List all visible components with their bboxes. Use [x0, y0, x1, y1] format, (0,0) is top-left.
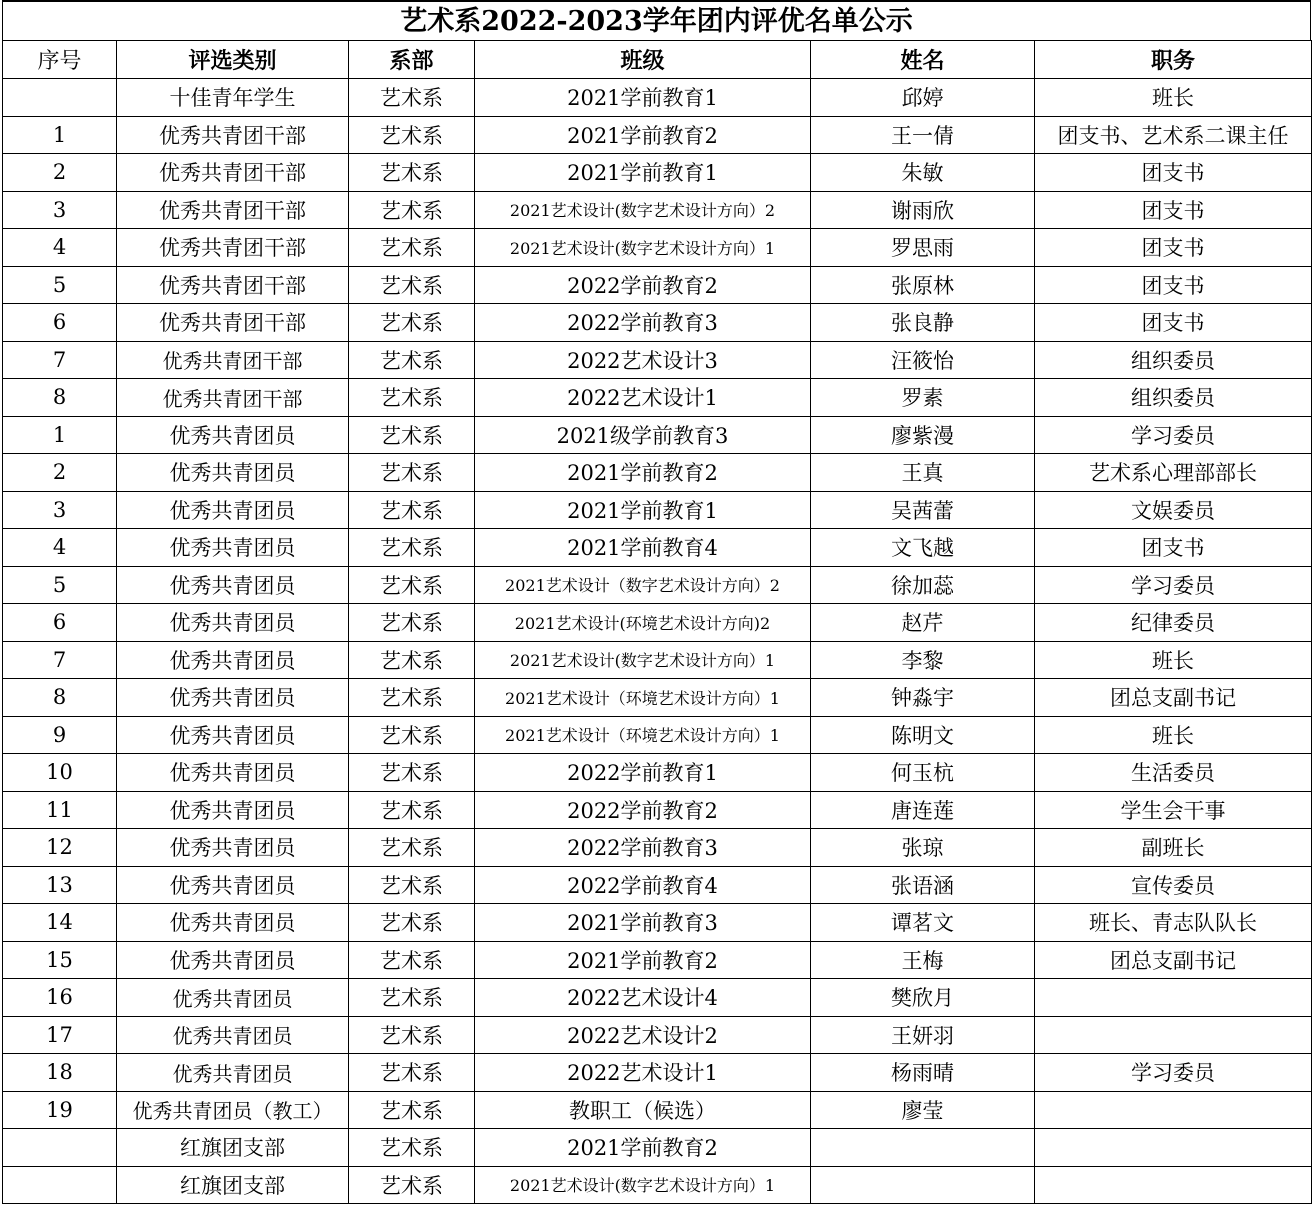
header-class: 班级	[475, 41, 811, 79]
cell-class: 2021级学前教育3	[475, 416, 811, 454]
cell-class: 2021艺术设计(数字艺术设计方向）1	[475, 641, 811, 679]
table-row	[3, 941, 1312, 979]
cell-seq: 8	[3, 379, 117, 417]
cell-name	[811, 1166, 1035, 1204]
cell-category: 优秀共青团员	[117, 566, 349, 604]
cell-name: 张原林	[811, 266, 1035, 304]
cell-class: 2021学前教育2	[475, 116, 811, 154]
cell-dept: 艺术系	[349, 566, 475, 604]
award-list-sheet	[2, 0, 1311, 1204]
cell-category: 优秀共青团员	[117, 866, 349, 904]
table-row	[3, 529, 1312, 567]
cell-role: 艺术系心理部部长	[1035, 454, 1312, 492]
table-row	[3, 1054, 1312, 1092]
cell-dept: 艺术系	[349, 529, 475, 567]
cell-role: 组织委员	[1035, 341, 1312, 379]
header-dept: 系部	[349, 41, 475, 79]
cell-dept: 艺术系	[349, 79, 475, 117]
cell-role: 班长	[1035, 79, 1312, 117]
cell-class: 2022艺术设计3	[475, 341, 811, 379]
cell-seq: 6	[3, 304, 117, 342]
cell-dept: 艺术系	[349, 866, 475, 904]
cell-seq: 13	[3, 866, 117, 904]
cell-category: 优秀共青团员	[117, 941, 349, 979]
cell-class: 2021艺术设计（环境艺术设计方向）1	[475, 716, 811, 754]
cell-seq: 4	[3, 229, 117, 267]
cell-dept: 艺术系	[349, 191, 475, 229]
cell-class: 2022艺术设计4	[475, 979, 811, 1017]
cell-class: 2022艺术设计1	[475, 379, 811, 417]
table-row	[3, 641, 1312, 679]
table-row	[3, 604, 1312, 642]
cell-category: 优秀共青团员	[117, 979, 349, 1017]
cell-dept: 艺术系	[349, 1016, 475, 1054]
cell-dept: 艺术系	[349, 116, 475, 154]
cell-role: 学习委员	[1035, 416, 1312, 454]
cell-dept: 艺术系	[349, 641, 475, 679]
cell-category: 优秀共青团员	[117, 491, 349, 529]
cell-role: 学习委员	[1035, 1054, 1312, 1092]
cell-name: 王一倩	[811, 116, 1035, 154]
cell-category: 优秀共青团干部	[117, 191, 349, 229]
cell-dept: 艺术系	[349, 491, 475, 529]
table-row	[3, 566, 1312, 604]
cell-class: 2022学前教育3	[475, 829, 811, 867]
cell-category: 优秀共青团员	[117, 904, 349, 942]
cell-name: 谭茗文	[811, 904, 1035, 942]
cell-dept: 艺术系	[349, 679, 475, 717]
cell-seq	[3, 1129, 117, 1167]
cell-category: 优秀共青团干部	[117, 304, 349, 342]
table-row	[3, 754, 1312, 792]
cell-category: 优秀共青团员（教工）	[117, 1091, 349, 1129]
cell-dept: 艺术系	[349, 379, 475, 417]
cell-seq: 9	[3, 716, 117, 754]
table-row	[3, 1129, 1312, 1167]
cell-role: 组织委员	[1035, 379, 1312, 417]
cell-seq: 5	[3, 566, 117, 604]
cell-name: 吴茜蕾	[811, 491, 1035, 529]
cell-dept: 艺术系	[349, 941, 475, 979]
cell-seq: 7	[3, 341, 117, 379]
cell-seq: 7	[3, 641, 117, 679]
cell-name: 汪筱怡	[811, 341, 1035, 379]
cell-dept: 艺术系	[349, 454, 475, 492]
cell-category: 优秀共青团员	[117, 1016, 349, 1054]
table-row	[3, 304, 1312, 342]
cell-name: 朱敏	[811, 154, 1035, 192]
cell-role: 团支书	[1035, 529, 1312, 567]
cell-class: 2022学前教育3	[475, 304, 811, 342]
cell-dept: 艺术系	[349, 754, 475, 792]
cell-role: 生活委员	[1035, 754, 1312, 792]
cell-role: 团总支副书记	[1035, 679, 1312, 717]
cell-seq: 10	[3, 754, 117, 792]
table-row	[3, 979, 1312, 1017]
cell-role: 班长	[1035, 716, 1312, 754]
table-row	[3, 154, 1312, 192]
cell-seq: 2	[3, 454, 117, 492]
cell-category: 优秀共青团员	[117, 829, 349, 867]
cell-category: 优秀共青团员	[117, 454, 349, 492]
cell-seq: 16	[3, 979, 117, 1017]
cell-seq: 15	[3, 941, 117, 979]
cell-role: 班长、青志队队长	[1035, 904, 1312, 942]
cell-dept: 艺术系	[349, 266, 475, 304]
cell-category: 优秀共青团干部	[117, 116, 349, 154]
cell-dept: 艺术系	[349, 1166, 475, 1204]
table-row	[3, 866, 1312, 904]
cell-name: 张语涵	[811, 866, 1035, 904]
cell-name: 钟淼宇	[811, 679, 1035, 717]
cell-seq: 5	[3, 266, 117, 304]
cell-seq	[3, 79, 117, 117]
cell-dept: 艺术系	[349, 154, 475, 192]
table-row	[3, 716, 1312, 754]
table-row	[3, 454, 1312, 492]
header-seq: 序号	[3, 41, 117, 79]
cell-category: 优秀共青团员	[117, 791, 349, 829]
table-body	[3, 79, 1312, 1204]
table-row	[3, 379, 1312, 417]
cell-category: 红旗团支部	[117, 1129, 349, 1167]
cell-role: 班长	[1035, 641, 1312, 679]
cell-role: 团支书	[1035, 191, 1312, 229]
table-row	[3, 491, 1312, 529]
cell-class: 2022学前教育4	[475, 866, 811, 904]
cell-category: 优秀共青团干部	[117, 266, 349, 304]
cell-class: 2021艺术设计（数字艺术设计方向）2	[475, 566, 811, 604]
cell-category: 十佳青年学生	[117, 79, 349, 117]
cell-name	[811, 1129, 1035, 1167]
cell-seq: 17	[3, 1016, 117, 1054]
cell-role: 文娱委员	[1035, 491, 1312, 529]
cell-role	[1035, 1091, 1312, 1129]
cell-role	[1035, 1166, 1312, 1204]
table-row	[3, 191, 1312, 229]
cell-name: 王妍羽	[811, 1016, 1035, 1054]
table-row	[3, 1016, 1312, 1054]
cell-class: 2022学前教育1	[475, 754, 811, 792]
header-row	[3, 41, 1312, 79]
cell-role: 纪律委员	[1035, 604, 1312, 642]
cell-category: 优秀共青团干部	[117, 154, 349, 192]
cell-seq: 4	[3, 529, 117, 567]
cell-seq: 18	[3, 1054, 117, 1092]
cell-name: 张良静	[811, 304, 1035, 342]
cell-category: 优秀共青团员	[117, 754, 349, 792]
cell-category: 优秀共青团员	[117, 1054, 349, 1092]
cell-role	[1035, 1016, 1312, 1054]
cell-class: 2021学前教育4	[475, 529, 811, 567]
cell-dept: 艺术系	[349, 229, 475, 267]
cell-seq: 3	[3, 191, 117, 229]
cell-class: 2021学前教育1	[475, 79, 811, 117]
cell-category: 优秀共青团员	[117, 529, 349, 567]
cell-class: 2022艺术设计2	[475, 1016, 811, 1054]
cell-class: 2021学前教育1	[475, 491, 811, 529]
cell-role: 副班长	[1035, 829, 1312, 867]
cell-seq: 12	[3, 829, 117, 867]
cell-seq: 14	[3, 904, 117, 942]
cell-role: 团支书、艺术系二课主任	[1035, 116, 1312, 154]
cell-name: 何玉杭	[811, 754, 1035, 792]
cell-dept: 艺术系	[349, 416, 475, 454]
cell-name: 李黎	[811, 641, 1035, 679]
cell-name: 杨雨晴	[811, 1054, 1035, 1092]
cell-name: 罗素	[811, 379, 1035, 417]
cell-dept: 艺术系	[349, 716, 475, 754]
cell-role: 学生会干事	[1035, 791, 1312, 829]
cell-dept: 艺术系	[349, 304, 475, 342]
cell-name: 唐连莲	[811, 791, 1035, 829]
cell-name: 赵芹	[811, 604, 1035, 642]
table-row	[3, 266, 1312, 304]
cell-name: 廖紫漫	[811, 416, 1035, 454]
table-row	[3, 829, 1312, 867]
cell-role: 团总支副书记	[1035, 941, 1312, 979]
cell-category: 优秀共青团干部	[117, 229, 349, 267]
cell-dept: 艺术系	[349, 979, 475, 1017]
table-row	[3, 116, 1312, 154]
cell-class: 2022学前教育2	[475, 791, 811, 829]
cell-category: 优秀共青团员	[117, 416, 349, 454]
cell-class: 2021学前教育3	[475, 904, 811, 942]
cell-role	[1035, 1129, 1312, 1167]
cell-class: 2022艺术设计1	[475, 1054, 811, 1092]
table-row	[3, 791, 1312, 829]
cell-seq: 3	[3, 491, 117, 529]
table-row	[3, 416, 1312, 454]
cell-class: 2021艺术设计(数字艺术设计方向）1	[475, 229, 811, 267]
table-row	[3, 679, 1312, 717]
cell-category: 优秀共青团干部	[117, 341, 349, 379]
cell-seq	[3, 1166, 117, 1204]
header-role: 职务	[1035, 41, 1312, 79]
cell-class: 2021艺术设计(数字艺术设计方向）2	[475, 191, 811, 229]
cell-category: 优秀共青团员	[117, 604, 349, 642]
cell-dept: 艺术系	[349, 1054, 475, 1092]
cell-seq: 1	[3, 416, 117, 454]
cell-role: 学习委员	[1035, 566, 1312, 604]
cell-seq: 19	[3, 1091, 117, 1129]
cell-dept: 艺术系	[349, 904, 475, 942]
cell-name: 陈明文	[811, 716, 1035, 754]
sheet-title: 艺术系2022-2023学年团内评优名单公示	[2, 0, 1311, 40]
cell-name: 廖莹	[811, 1091, 1035, 1129]
cell-class: 2021学前教育2	[475, 454, 811, 492]
cell-dept: 艺术系	[349, 604, 475, 642]
cell-category: 优秀共青团员	[117, 716, 349, 754]
cell-seq: 6	[3, 604, 117, 642]
cell-name: 邱婷	[811, 79, 1035, 117]
cell-category: 优秀共青团员	[117, 641, 349, 679]
cell-dept: 艺术系	[349, 791, 475, 829]
cell-class: 2021艺术设计(数字艺术设计方向）1	[475, 1166, 811, 1204]
cell-name: 王真	[811, 454, 1035, 492]
cell-class: 2021学前教育2	[475, 941, 811, 979]
cell-name: 文飞越	[811, 529, 1035, 567]
cell-seq: 2	[3, 154, 117, 192]
table-row	[3, 341, 1312, 379]
cell-role: 团支书	[1035, 154, 1312, 192]
header-name: 姓名	[811, 41, 1035, 79]
cell-dept: 艺术系	[349, 341, 475, 379]
cell-seq: 8	[3, 679, 117, 717]
cell-class: 2021艺术设计（环境艺术设计方向）1	[475, 679, 811, 717]
table-row	[3, 79, 1312, 117]
cell-role: 宣传委员	[1035, 866, 1312, 904]
cell-category: 红旗团支部	[117, 1166, 349, 1204]
cell-name: 张琼	[811, 829, 1035, 867]
cell-dept: 艺术系	[349, 1129, 475, 1167]
table-row	[3, 1166, 1312, 1204]
table-row	[3, 229, 1312, 267]
cell-name: 王梅	[811, 941, 1035, 979]
table-row	[3, 1091, 1312, 1129]
cell-name: 谢雨欣	[811, 191, 1035, 229]
cell-class: 2021学前教育1	[475, 154, 811, 192]
cell-dept: 艺术系	[349, 1091, 475, 1129]
cell-class: 教职工（候选）	[475, 1091, 811, 1129]
cell-dept: 艺术系	[349, 829, 475, 867]
cell-name: 樊欣月	[811, 979, 1035, 1017]
cell-role: 团支书	[1035, 229, 1312, 267]
table-row	[3, 904, 1312, 942]
cell-class: 2021艺术设计(环境艺术设计方向)2	[475, 604, 811, 642]
cell-category: 优秀共青团员	[117, 679, 349, 717]
cell-category: 优秀共青团干部	[117, 379, 349, 417]
cell-seq: 11	[3, 791, 117, 829]
cell-role	[1035, 979, 1312, 1017]
cell-class: 2021学前教育2	[475, 1129, 811, 1167]
cell-name: 罗思雨	[811, 229, 1035, 267]
cell-role: 团支书	[1035, 304, 1312, 342]
cell-seq: 1	[3, 116, 117, 154]
cell-name: 徐加蕊	[811, 566, 1035, 604]
cell-role: 团支书	[1035, 266, 1312, 304]
cell-class: 2022学前教育2	[475, 266, 811, 304]
header-category: 评选类别	[117, 41, 349, 79]
award-table	[2, 40, 1312, 1204]
